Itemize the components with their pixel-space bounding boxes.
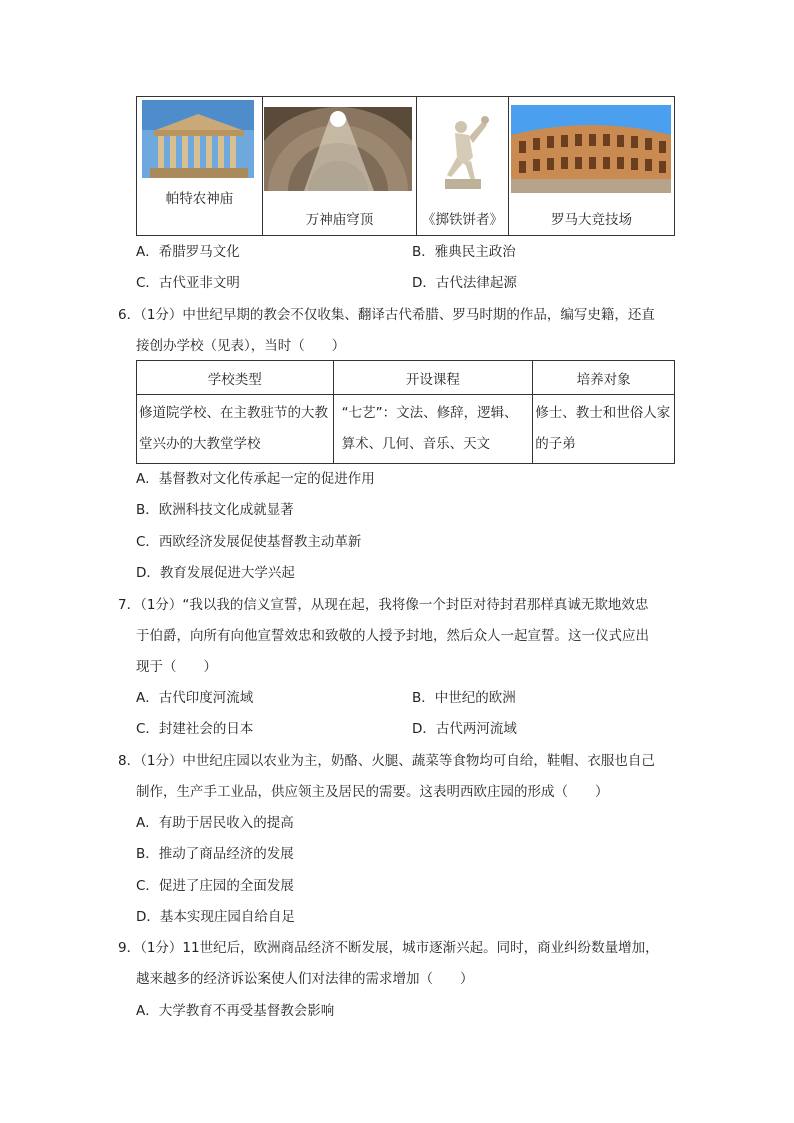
q7-option-b[interactable]: B．中世纪的欧洲 xyxy=(412,690,516,706)
q8-stem: 8．（1分）中世纪庄园以农业为主，奶酪、火腿、蔬菜等食物均可自给，鞋帽、衣服也自己 xyxy=(118,753,655,769)
q7-stem-cont: 于伯爵，向所有向他宣誓效忠和致敬的人授予封地，然后众人一起宣誓。这一仪式应出 xyxy=(136,628,649,644)
q6-option-c[interactable]: C．西欧经济发展促使基督教主动革新 xyxy=(136,534,362,550)
image-cell-parthenon xyxy=(137,97,263,235)
q8-stem-cont: 制作，生产手工业品，供应领主及居民的需要。这表明西欧庄园的形成（ ） xyxy=(136,784,609,800)
cell-text: 修道院学校、在主教驻节的大教 xyxy=(139,405,328,421)
q8-option-a[interactable]: A．有助于居民收入的提高 xyxy=(136,815,294,831)
q5-option-c[interactable]: C．古代亚非文明 xyxy=(136,275,240,291)
table-header: 学校类型 xyxy=(137,361,334,395)
table-header: 开设课程 xyxy=(333,361,533,395)
q6-stem-cont: 接创办学校（见表），当时（ ） xyxy=(136,338,346,354)
table-header: 培养对象 xyxy=(533,361,675,395)
q9-stem-cont: 越来越多的经济诉讼案使人们对法律的需求增加（ ） xyxy=(136,971,474,987)
cell-text: 的子弟 xyxy=(535,436,576,452)
table-cell-school-type xyxy=(137,395,334,464)
q7-option-c[interactable]: C．封建社会的日本 xyxy=(136,721,254,737)
discus-thrower-statue-icon xyxy=(435,107,491,193)
cell-text: “七艺”：文法、修辞，逻辑、 xyxy=(341,405,518,421)
image-cell-pantheon xyxy=(263,97,417,235)
image-caption: 万神庙穹顶 xyxy=(305,212,374,228)
school-table xyxy=(136,360,675,464)
q6-option-b[interactable]: B．欧洲科技文化成就显著 xyxy=(136,502,294,518)
cell-text: 堂兴办的大教堂学校 xyxy=(139,436,261,452)
image-table xyxy=(136,96,675,236)
q6-option-a[interactable]: A．基督教对文化传承起一定的促进作用 xyxy=(136,471,375,487)
q8-option-c[interactable]: C．促进了庄园的全面发展 xyxy=(136,878,294,894)
image-cell-discus-thrower xyxy=(417,97,509,235)
q8-option-b[interactable]: B．推动了商品经济的发展 xyxy=(136,846,294,862)
colosseum-icon xyxy=(511,105,671,193)
q6-stem: 6．（1分）中世纪早期的教会不仅收集、翻译古代希腊、罗马时期的作品，编写史籍，还直 xyxy=(118,307,655,323)
q7-stem: 7．（1分）“我以我的信义宣誓，从现在起，我将像一个封臣对待封君那样真诚无欺地效忠 xyxy=(118,597,649,613)
table-cell-courses xyxy=(333,395,533,464)
image-caption: 帕特农神庙 xyxy=(165,191,234,207)
q7-option-a[interactable]: A．古代印度河流域 xyxy=(136,690,254,706)
table-cell-targets xyxy=(533,395,675,464)
q7-stem-cont: 现于（ ） xyxy=(136,659,217,675)
q8-option-d[interactable]: D．基本实现庄园自给自足 xyxy=(136,909,295,925)
q9-stem: 9．（1分）11世纪后，欧洲商品经济不断发展，城市逐渐兴起。同时，商业纠纷数量增加， xyxy=(118,940,659,956)
q9-option-a[interactable]: A．大学教育不再受基督教会影响 xyxy=(136,1003,335,1019)
q5-option-d[interactable]: D．古代法律起源 xyxy=(412,275,517,291)
image-cell-colosseum xyxy=(509,97,674,235)
pantheon-dome-icon xyxy=(264,107,412,191)
cell-text: 修士、教士和世俗人家 xyxy=(535,405,671,421)
q7-option-d[interactable]: D．古代两河流域 xyxy=(412,721,517,737)
image-caption: 罗马大竞技场 xyxy=(551,212,632,228)
cell-text: 算术、几何、音乐、天文 xyxy=(341,436,491,452)
q5-option-b[interactable]: B．雅典民主政治 xyxy=(412,244,516,260)
parthenon-icon xyxy=(142,100,254,178)
image-caption: 《掷铁饼者》 xyxy=(422,212,503,228)
q6-option-d[interactable]: D．教育发展促进大学兴起 xyxy=(136,565,295,581)
q5-option-a[interactable]: A．希腊罗马文化 xyxy=(136,244,240,260)
